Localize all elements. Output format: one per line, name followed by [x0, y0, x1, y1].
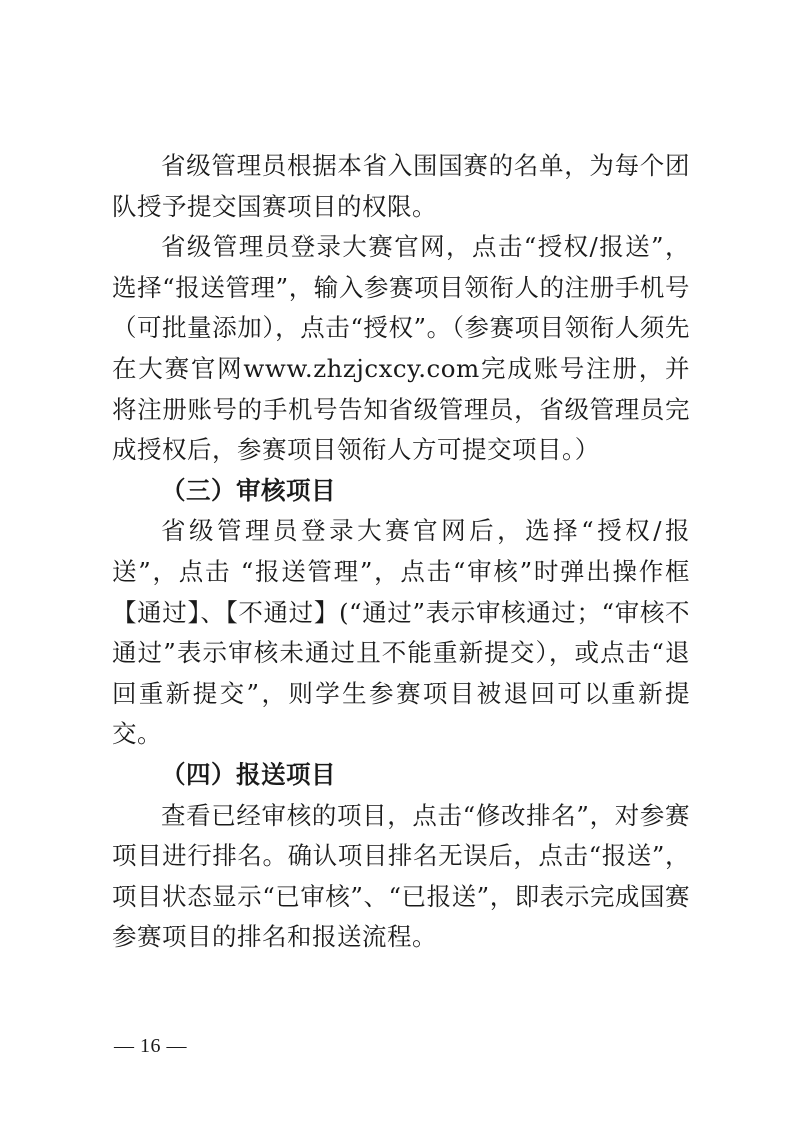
paragraph-review-steps: 省级管理员登录大赛官网后，选择“授权/报送”，点击 “报送管理”，点击“审核”时弹出操作框【通过】、【不通过】(“通过”表示审核通过；“审核不通过”表示审核未通过且不能重新提交），或点击“退回重新提交”，则学生参赛项目被退回可以重新提交。	[112, 516, 690, 749]
document-body	[112, 146, 690, 958]
page-number: — 16 —	[114, 1035, 187, 1057]
paragraph-grant-permission: 省级管理员根据本省入围国赛的名单，为每个团队授予提交国赛项目的权限。	[112, 151, 690, 221]
heading-review-projects: （三）审核项目	[161, 475, 336, 505]
heading-submit-projects: （四）报送项目	[161, 759, 336, 789]
paragraph-submit-steps: 查看已经审核的项目，点击“修改排名”，对参赛项目进行排名。确认项目排名无误后，点击“报送”，项目状态显示“已审核”、“已报送”，即表示完成国赛参赛项目的排名和报送流程。	[112, 800, 690, 952]
paragraph-authorization-steps: 省级管理员登录大赛官网，点击“授权/报送”，选择“报送管理”，输入参赛项目领衔人的注册手机号（可批量添加），点击“授权”。（参赛项目领衔人须先在大赛官网www.zhzjcxcy.com完成账号注册，并将注册账号的手机号告知省级管理员，省级管理员完成授权后，参赛项目领衔人方可提交项目。）	[112, 232, 690, 465]
